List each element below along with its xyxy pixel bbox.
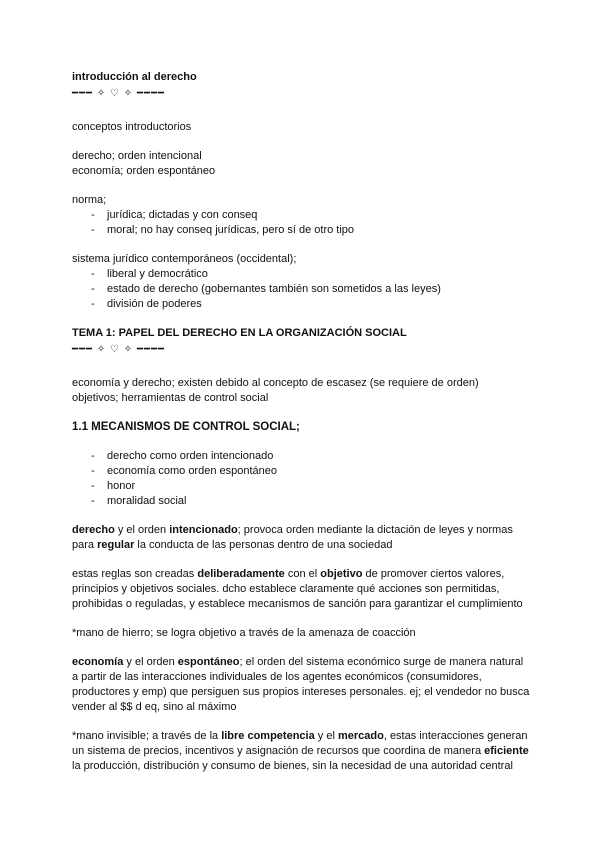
decorative-divider: ━━━ ✧ ♡ ✧ ━━━━ [72, 88, 165, 99]
section-label: conceptos introductorios [72, 121, 192, 133]
list-item: - moralidad social [72, 494, 532, 509]
text-run: ; el orden del sistema económico surge de manera natural a partir de las interacciones individuales de los agentes económicos (consumidores, productores y emp) que persiguen sus propios intereses personales. ej; el vendedor no busca vender al $$ d eq, sino al máximo [72, 656, 530, 713]
text-run: la conducta de las personas dentro de una sociedad [134, 539, 393, 551]
sistema-list [72, 267, 532, 312]
bold-term: eficiente [484, 745, 529, 757]
subsection-heading: 1.1 MECANISMOS DE CONTROL SOCIAL; [72, 421, 300, 433]
bold-term: espontáneo [177, 656, 240, 668]
list-item: - honor [72, 479, 532, 494]
bold-term: regular [97, 539, 135, 551]
text-run: de promover ciertos valores, principios y objetivos sociales. dcho establece claramente qué acciones son permitidas, prohibidas o reguladas, y establece mecanismos de sanción para garantizar el cumplimiento [72, 568, 523, 610]
bold-term: deliberadamente [197, 568, 285, 580]
text-run: estas reglas son creadas [72, 568, 198, 580]
paragraph-mano-invisible [72, 729, 532, 774]
mecanismos-list [72, 449, 532, 509]
bold-term: economía [72, 656, 124, 668]
bold-term: libre competencia [221, 730, 315, 742]
sistema-label: sistema jurídico contemporáneos (occidental); [72, 253, 297, 265]
tema1-heading: TEMA 1: PAPEL DEL DERECHO EN LA ORGANIZACIÓN SOCIAL [72, 327, 407, 339]
list-item: - derecho como orden intencionado [72, 449, 532, 464]
list-item: - economía como orden espontáneo [72, 464, 532, 479]
bold-term: objetivo [320, 568, 363, 580]
paragraph-mano-hierro: *mano de hierro; se logra objetivo a través de la amenaza de coacción [72, 627, 416, 639]
document-body [72, 70, 532, 774]
decorative-divider: ━━━ ✧ ♡ ✧ ━━━━ [72, 344, 165, 355]
paragraph-derecho [72, 523, 532, 553]
text-run: con el [284, 568, 321, 580]
list-item: - moral; no hay conseq jurídicas, pero sí de otro tipo [72, 223, 532, 238]
paragraph-economia [72, 655, 532, 715]
text-run: la producción, distribución y consumo de bienes, sin la necesidad de una autoridad central [72, 760, 513, 772]
list-item: - división de poderes [72, 297, 532, 312]
bold-term: derecho [72, 524, 115, 536]
text-run: ; provoca orden mediante la dictación de leyes y normas para [72, 524, 513, 551]
text-run: y el orden [123, 656, 178, 668]
concept-line: economía; orden espontáneo [72, 165, 216, 177]
text-run: , estas interacciones generan un sistema de precios, incentivos y asignación de recursos que coordina de manera [72, 730, 528, 757]
norma-list [72, 208, 532, 238]
document-title: introducción al derecho [72, 71, 197, 83]
bold-term: intencionado [169, 524, 238, 536]
text-run: y el [314, 730, 338, 742]
bold-term: mercado [337, 730, 384, 742]
paragraph-reglas [72, 567, 532, 612]
norma-label: norma; [72, 194, 107, 206]
text-run: y el orden [114, 524, 170, 536]
paragraph: economía y derecho; existen debido al concepto de escasez (se requiere de orden) [72, 377, 479, 389]
list-item: - liberal y democrático [72, 267, 532, 282]
paragraph: objetivos; herramientas de control social [72, 392, 269, 404]
text-run: *mano invisible; a través de la [72, 730, 222, 742]
concept-line: derecho; orden intencional [72, 150, 202, 162]
list-item: - estado de derecho (gobernantes también son sometidos a las leyes) [72, 282, 532, 297]
list-item: - jurídica; dictadas y con conseq [72, 208, 532, 223]
